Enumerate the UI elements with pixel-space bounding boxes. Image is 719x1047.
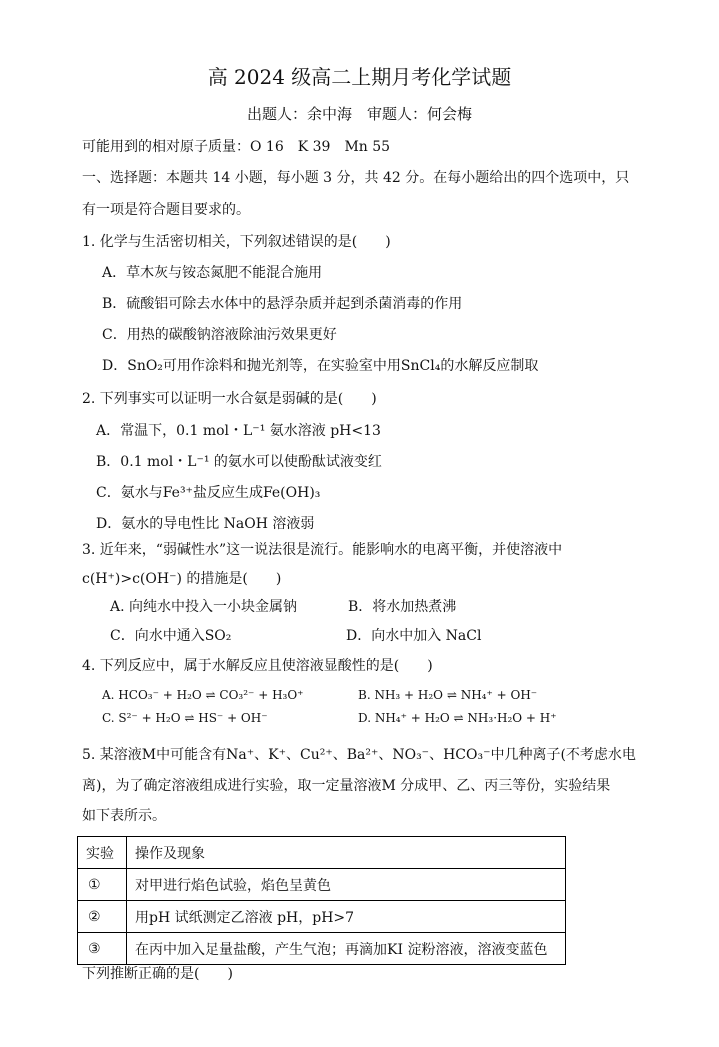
table-cell-experiment: ① [78, 869, 127, 901]
q2-stem: 2. 下列事实可以证明一水合氨是弱碱的是( ) [82, 391, 377, 407]
table-row [78, 933, 566, 965]
table-cell-observation: 在丙中加入足量盐酸，产生气泡；再滴加KI 淀粉溶液，溶液变蓝色 [127, 933, 566, 965]
q1-option-a: A．草木灰与铵态氮肥不能混合施用 [102, 265, 323, 281]
q5-stem-line-2: 离)，为了确定溶液组成进行实验，取一定量溶液M 分成甲、乙、丙三等份，实验结果 [82, 778, 611, 794]
q4-option-c: C. S²⁻ + H₂O ⇌ HS⁻ + OH⁻ [102, 711, 268, 725]
table-cell-observation: 对甲进行焰色试验，焰色呈黄色 [127, 869, 566, 901]
q1-option-c: C．用热的碳酸钠溶液除油污效果更好 [102, 327, 337, 343]
table-row [78, 869, 566, 901]
page-title: 高 2024 级高二上期月考化学试题 [207, 65, 512, 89]
table-row [78, 901, 566, 933]
q5-stem-line-3: 如下表所示。 [82, 808, 166, 824]
table-cell-experiment: ② [78, 901, 127, 933]
q4-stem: 4. 下列反应中，属于水解反应且使溶液显酸性的是( ) [82, 658, 433, 674]
q4-option-a: A. HCO₃⁻ + H₂O ⇌ CO₃²⁻ + H₃O⁺ [102, 688, 304, 702]
q1-option-b: B．硫酸铝可除去水体中的悬浮杂质并起到杀菌消毒的作用 [102, 296, 463, 312]
q1-option-d: D．SnO₂可用作涂料和抛光剂等，在实验室中用SnCl₄的水解反应制取 [102, 358, 539, 374]
q2-option-a: A．常温下，0.1 mol・L⁻¹ 氨水溶液 pH<13 [96, 423, 381, 439]
authors-line: 出题人：余中海 审题人：何会梅 [246, 105, 472, 123]
table-cell-experiment: ③ [78, 933, 127, 965]
q3-option-c: C．向水中通入SO₂ [110, 628, 232, 644]
q2-option-c: C．氨水与Fe³⁺盐反应生成Fe(OH)₃ [96, 485, 321, 501]
experiment-table [77, 836, 566, 965]
q3-stem-line-2: c(H⁺)>c(OH⁻) 的措施是( ) [82, 571, 282, 587]
q3-option-d: D．向水中加入 NaCl [346, 628, 482, 644]
q4-option-b: B. NH₃ + H₂O ⇌ NH₄⁺ + OH⁻ [358, 688, 538, 702]
q1-stem: 1. 化学与生活密切相关，下列叙述错误的是( ) [82, 234, 391, 250]
table-header-cell: 实验 [78, 837, 127, 869]
table-cell-observation: 用pH 试纸测定乙溶液 pH，pH>7 [127, 901, 566, 933]
section-intro-line-1: 一、选择题：本题共 14 小题，每小题 3 分，共 42 分。在每小题给出的四个选项中，只 [82, 170, 630, 186]
table-header-cell: 操作及现象 [127, 837, 566, 869]
q5-stem-line-1: 5. 某溶液M中可能含有Na⁺、K⁺、Cu²⁺、Ba²⁺、NO₃⁻、HCO₃⁻中几种离子(不考虑水电 [82, 747, 636, 763]
atomic-masses-line: 可能用到的相对原子质量：O 16 K 39 Mn 55 [82, 139, 391, 155]
q3-option-b: B．将水加热煮沸 [348, 599, 457, 615]
q2-option-b: B．0.1 mol・L⁻¹ 的氨水可以使酚酞试液变红 [96, 454, 382, 470]
q3-option-a: A. 向纯水中投入一小块金属钠 [110, 599, 298, 615]
q3-stem-line-1: 3. 近年来，“弱碱性水”这一说法很是流行。能影响水的电离平衡，并使溶液中 [82, 542, 563, 558]
section-intro-line-2: 有一项是符合题目要求的。 [82, 202, 250, 218]
q2-option-d: D．氨水的导电性比 NaOH 溶液弱 [96, 516, 315, 532]
q4-option-d: D. NH₄⁺ + H₂O ⇌ NH₃·H₂O + H⁺ [358, 711, 557, 725]
table-header-row [78, 837, 566, 869]
q5-question: 下列推断正确的是( ) [82, 966, 233, 982]
